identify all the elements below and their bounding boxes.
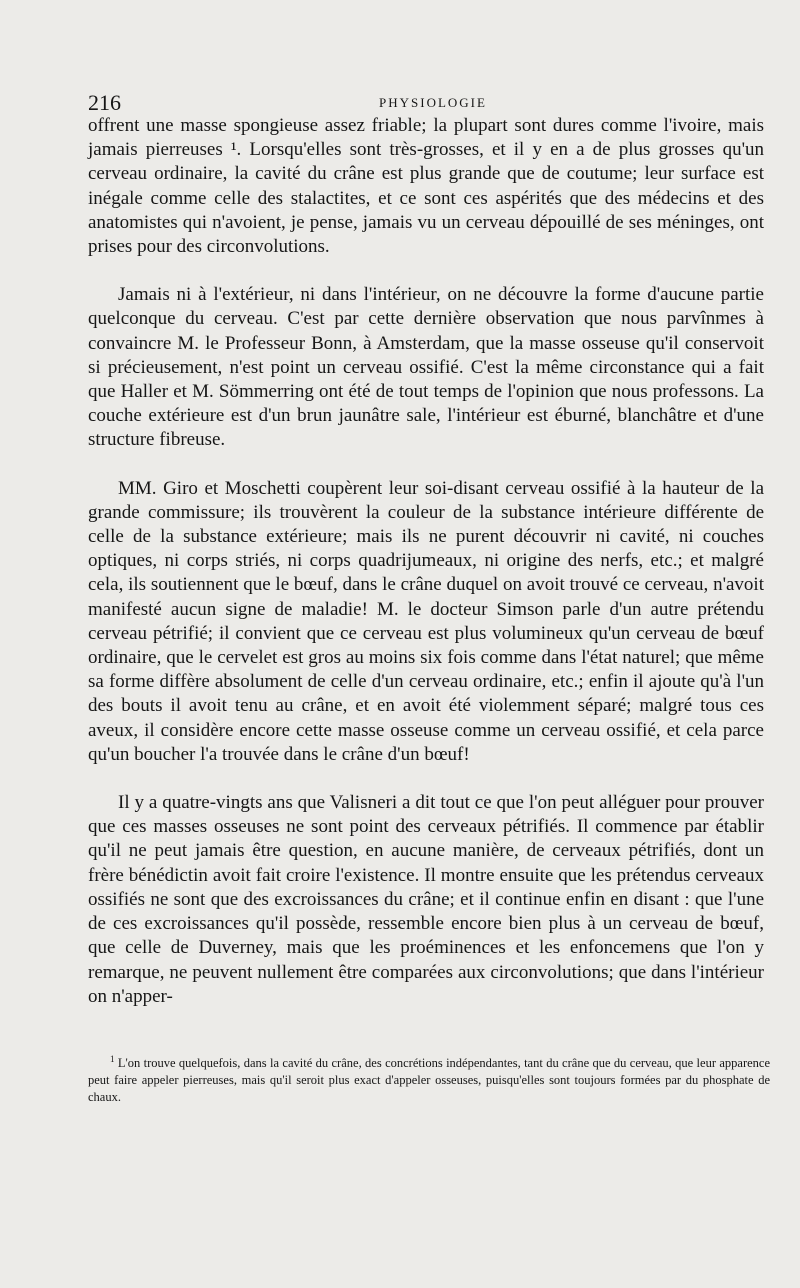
page-number: 216 <box>88 90 121 115</box>
paragraph-continued: offrent une masse spongieuse assez friable; la plupart sont dures comme l'ivoire, mais jamais pierreuses ¹. Lorsqu'elles sont très-grosses, et il y en a de plus grosses qu'un cerveau ordinaire, la cavité du crâne est plus grande que de coutume; leur surface est inégale comme celle des stalactites, et ce sont ces aspérités que des médecins et des anatomistes qui n'avoient, je pense, jamais vu un cerveau dépouillé de ses méninges, ont prises pour des circonvolutions. <box>88 115 764 258</box>
paragraph: MM. Giro et Moschetti coupèrent leur soi-disant cerveau ossifié à la hauteur de la grande commissure; ils trouvèrent la couleur de la substance intérieure différente de celle de la substance extérieure; mais ils ne purent découvrir ni cavité, ni couches optiques, ni corps striés, ni corps quadrijumeaux, ni origine des nerfs, etc.; et malgré cela, ils soutiennent que le bœuf, dans le crâne duquel on avoit trouvé ce cerveau, n'avoit manifesté aucun signe de maladie! M. le docteur Simson parle d'un autre prétendu cerveau pétrifié; il convient que ce cerveau est plus volumineux qu'un cerveau de bœuf ordinaire, que le cervelet est gros au moins six fois comme dans l'état naturel; que même sa forme diffère absolument de celle d'un cerveau ordinaire, etc.; enfin il ajoute qu'à l'un des bouts il avoit tenu au crâne, et en avoit été violemment séparé; malgré tous ces aveux, il considère encore cette masse osseuse comme un cerveau ossifié, et cela parce qu'un boucher l'a trouvée dans le crâne d'un bœuf! <box>88 477 764 765</box>
page-header <box>88 90 778 116</box>
paragraph: Il y a quatre-vingts ans que Valisneri a dit tout ce que l'on peut alléguer pour prouver que ces masses osseuses ne sont point des cerveaux pétrifiés. Il commence par établir qu'il ne peut jamais être question, en aucune manière, de cerveaux pétrifiés, dont un frère bénédictin avoit fait croire l'existence. Il montre ensuite que les prétendus cerveaux ossifiés ne sont que des excroissances du crâne; et il continue enfin en disant : que l'une de ces excroissances qu'il possède, ressemble encore bien plus à un cerveau de bœuf, que celle de Duverney, mais que les proéminences et les enfoncemens que l'on y remarque, ne peuvent nullement être comparées aux circonvolutions; que dans l'intérieur on n'apper- <box>88 792 764 1007</box>
footnotes <box>88 1055 770 1106</box>
body-text <box>88 114 764 1009</box>
footnote-marker: 1 <box>110 1053 115 1064</box>
paragraph: Jamais ni à l'extérieur, ni dans l'intérieur, on ne découvre la forme d'aucune partie quelconque du cerveau. C'est par cette dernière observation que nous parvînmes à convaincre M. le Professeur Bonn, à Amsterdam, que la masse osseuse qu'il conservoit si précieusement, n'est point un cerveau ossifié. C'est la même circonstance qui a fait que Haller et M. Sömmerring ont été de tout temps de l'opinion que nous professons. La couche extérieure est d'un brun jaunâtre sale, l'intérieur est éburné, blanchâtre et d'une structure fibreuse. <box>88 284 764 451</box>
running-head: PHYSIOLOGIE <box>379 95 487 110</box>
footnote-text: L'on trouve quelquefois, dans la cavité du crâne, des concrétions indépendantes, tant du crâne que du cerveau, que leur apparence peut faire appeler pierreuses, mais qu'il seroit plus exact d'appeler osseuses, puisqu'elles sont toujours formées par du phosphate de chaux. <box>88 1056 771 1104</box>
footnote <box>88 1055 770 1106</box>
